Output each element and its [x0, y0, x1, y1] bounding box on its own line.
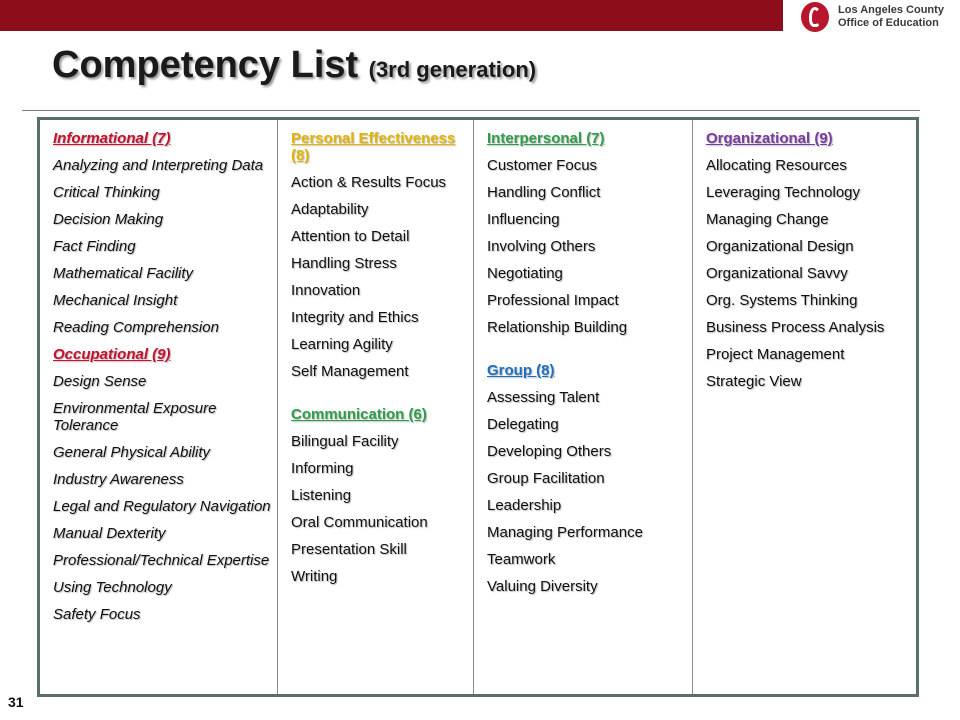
list-item: Action & Results Focus — [291, 174, 447, 191]
list-item: Oral Communication — [291, 514, 428, 531]
list-item: Project Management — [706, 346, 845, 363]
list-item: Decision Making — [53, 211, 164, 228]
list-item: Innovation — [291, 282, 361, 299]
column-3 — [474, 120, 693, 694]
column-2 — [278, 120, 474, 694]
heading-group: Group (8) — [487, 362, 555, 379]
list-item: Legal and Regulatory Navigation — [53, 498, 271, 515]
list-item: Relationship Building — [487, 319, 628, 336]
header-bar — [0, 0, 783, 31]
list-item: Allocating Resources — [706, 157, 847, 174]
list-item: Teamwork — [487, 551, 556, 568]
list-item: Mathematical Facility — [53, 265, 194, 282]
list-item: Involving Others — [487, 238, 596, 255]
column-4 — [693, 120, 916, 694]
spacer — [291, 390, 473, 406]
list-item: Org. Systems Thinking — [706, 292, 858, 309]
heading-informational: Informational (7) — [53, 130, 171, 147]
org-name-line2: Office of Education — [838, 17, 939, 29]
list-item: Mechanical Insight — [53, 292, 178, 309]
list-item: Group Facilitation — [487, 470, 605, 487]
list-item: Design Sense — [53, 373, 147, 390]
page-title — [52, 44, 536, 87]
list-item: Professional/Technical Expertise — [53, 552, 270, 569]
list-item: Leadership — [487, 497, 562, 514]
list-item: Reading Comprehension — [53, 319, 219, 336]
list-item: Environmental Exposure Tolerance — [53, 400, 217, 434]
list-item: Influencing — [487, 211, 560, 228]
list-item: Handling Stress — [291, 255, 397, 272]
list-item: Adaptability — [291, 201, 369, 218]
list-item: Managing Performance — [487, 524, 643, 541]
heading-communication: Communication (6) — [291, 406, 427, 423]
list-item: Handling Conflict — [487, 184, 601, 201]
list-item: Assessing Talent — [487, 389, 600, 406]
lacoe-emblem-icon — [801, 2, 829, 32]
title-sub: (3rd generation) — [368, 57, 537, 82]
list-item: Organizational Design — [706, 238, 854, 255]
list-item: Analyzing and Interpreting Data — [53, 157, 264, 174]
list-item: Self Management — [291, 363, 409, 380]
org-name — [838, 4, 944, 30]
list-item: Managing Change — [706, 211, 829, 228]
list-item: Valuing Diversity — [487, 578, 598, 595]
heading-personal-effectiveness: Personal Effectiveness (8) — [291, 130, 456, 164]
list-item: Business Process Analysis — [706, 319, 885, 336]
spacer — [487, 346, 692, 362]
heading-occupational: Occupational (9) — [53, 346, 171, 363]
list-item: Using Technology — [53, 579, 172, 596]
list-item: Fact Finding — [53, 238, 136, 255]
list-item: Organizational Savvy — [706, 265, 848, 282]
list-item: Learning Agility — [291, 336, 393, 353]
title-divider — [22, 110, 920, 111]
heading-organizational: Organizational (9) — [706, 130, 833, 147]
page-number: 31 — [8, 694, 24, 710]
list-item: Professional Impact — [487, 292, 619, 309]
list-item: Bilingual Facility — [291, 433, 399, 450]
list-item: Attention to Detail — [291, 228, 410, 245]
list-item: Developing Others — [487, 443, 612, 460]
lacoe-logo — [796, 0, 960, 36]
list-item: Critical Thinking — [53, 184, 160, 201]
list-item: Manual Dexterity — [53, 525, 166, 542]
heading-interpersonal: Interpersonal (7) — [487, 130, 605, 147]
list-item: Customer Focus — [487, 157, 598, 174]
list-item: Negotiating — [487, 265, 563, 282]
list-item: Integrity and Ethics — [291, 309, 419, 326]
list-item: Industry Awareness — [53, 471, 184, 488]
list-item: Strategic View — [706, 373, 802, 390]
list-item: Delegating — [487, 416, 559, 433]
org-name-line1: Los Angeles County — [838, 4, 944, 16]
list-item: Presentation Skill — [291, 541, 407, 558]
list-item: Writing — [291, 568, 338, 585]
list-item: Listening — [291, 487, 352, 504]
list-item: Safety Focus — [53, 606, 141, 623]
list-item: General Physical Ability — [53, 444, 211, 461]
list-item: Leveraging Technology — [706, 184, 861, 201]
list-item: Informing — [291, 460, 354, 477]
column-1 — [40, 120, 278, 694]
title-main: Competency List — [52, 44, 359, 86]
competency-table — [37, 117, 919, 697]
